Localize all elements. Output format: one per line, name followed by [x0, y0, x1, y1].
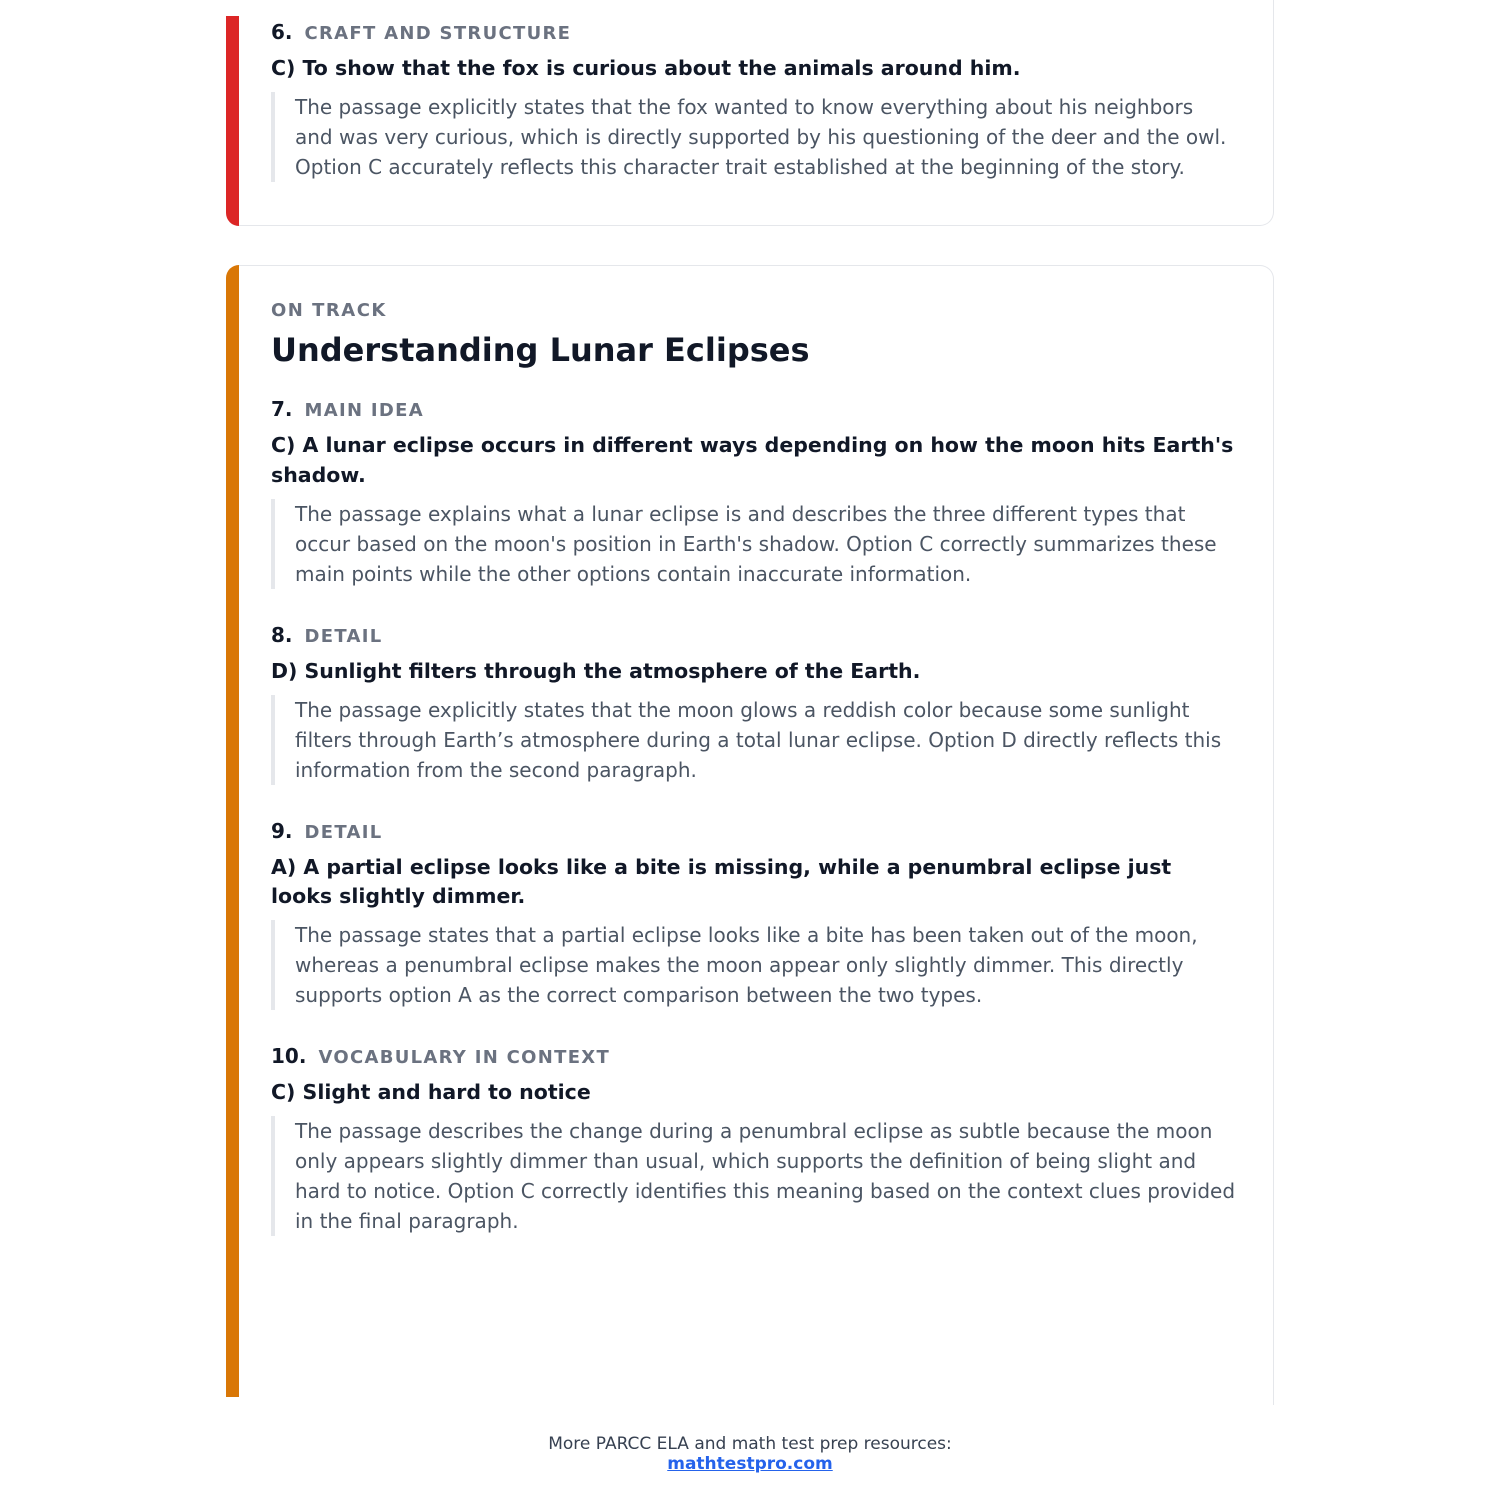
question-category: CRAFT AND STRUCTURE [304, 23, 572, 44]
correct-answer: C) To show that the fox is curious about the animals around him. [271, 56, 1021, 80]
answer-explanation: The passage explains what a lunar eclipse is and describes the three different types that occur based on the moon's position in Earth's shadow. Option C correctly summarizes these main points while the other options contain inaccurate information. [271, 499, 1237, 589]
question-header [271, 623, 1237, 647]
question-header [271, 1044, 1237, 1068]
correct-answer: C) A lunar eclipse occurs in different ways depending on how the moon hits Earth's shadow. [271, 433, 1234, 488]
question-number: 7. [271, 397, 293, 422]
passage-card-lunar-eclipses [226, 265, 1274, 1405]
passage-content [271, 296, 1237, 1270]
question-header [271, 397, 1237, 421]
footer [0, 1434, 1500, 1475]
question-item [271, 623, 1237, 785]
footer-text: More PARCC ELA and math test prep resources: [548, 1434, 952, 1454]
question-number: 9. [271, 818, 293, 843]
question-category: VOCABULARY IN CONTEXT [318, 1046, 611, 1068]
answer-explanation: The passage explicitly states that the moon glows a reddish color because some sunlight filters through Earth’s atmosphere during a total lunar eclipse. Option D directly reflects this information from the second paragraph. [271, 695, 1237, 785]
question-category: MAIN IDEA [304, 400, 424, 422]
answer-explanation: The passage describes the change during a penumbral eclipse as subtle because the moon only appears slightly dimmer than usual, which supports the definition of being slight and hard to notice. Option C correctly identifies this meaning based on the context clues provided in the final paragraph. [271, 1116, 1237, 1236]
correct-answer: D) Sunlight filters through the atmosphere of the Earth. [271, 658, 921, 683]
question-header [271, 819, 1237, 843]
question-header [271, 20, 1237, 44]
question-item [271, 397, 1237, 588]
on-track-accent-bar [226, 265, 239, 1397]
correct-answer: A) A partial eclipse looks like a bite is missing, while a penumbral eclipse just looks slightly dimmer. [271, 854, 1172, 909]
answer-explanation: The passage states that a partial eclipse looks like a bite has been taken out of the moon, whereas a penumbral eclipse makes the moon appear only slightly dimmer. This directly supports option A as the correct comparison between the two types. [271, 920, 1237, 1010]
question-item [271, 819, 1237, 1010]
question-item [271, 1044, 1237, 1236]
answer-explanation: The passage explicitly states that the fox wanted to know everything about his neighbors and was very curious, which is directly supported by his questioning of the deer and the owl. Option C accurately reflects this character trait established at the beginning of the story. [271, 92, 1237, 182]
footer-link[interactable]: mathtestpro.com [667, 1454, 833, 1475]
question-item [271, 20, 1237, 182]
question-number: 6. [271, 20, 293, 44]
question-category: DETAIL [304, 821, 383, 843]
passage-title: Understanding Lunar Eclipses [271, 331, 810, 369]
question-category: DETAIL [304, 625, 383, 647]
question-number: 8. [271, 622, 293, 647]
status-label: ON TRACK [271, 300, 387, 321]
correct-answer: C) Slight and hard to notice [271, 1079, 591, 1104]
passage-card-previous [226, 0, 1274, 226]
needs-work-accent-bar [226, 16, 239, 226]
question-number: 10. [271, 1043, 307, 1068]
question-list [271, 20, 1237, 216]
